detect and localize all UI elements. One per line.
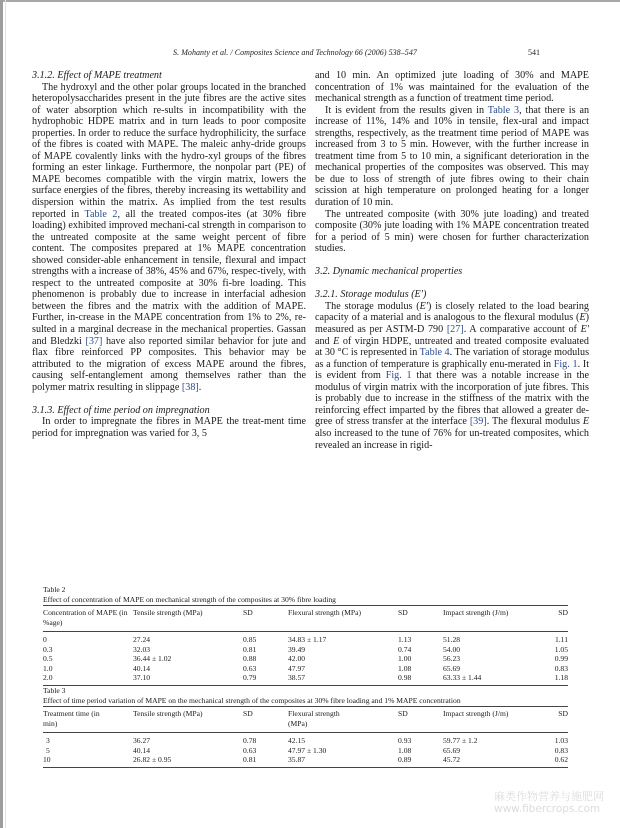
- table-row: [43, 673, 568, 685]
- cell: 0.99: [554, 654, 568, 664]
- column-header: Tensile strength (MPa): [133, 709, 203, 719]
- column-header: Flexural strength (MPa): [288, 709, 340, 728]
- page-border-inner: [5, 0, 6, 828]
- cell: 1.08: [398, 663, 412, 673]
- section-heading-3-1-2: 3.1.2. Effect of MAPE treatment: [32, 70, 162, 81]
- cell: 10: [43, 755, 51, 765]
- table-row: [43, 664, 568, 674]
- section-heading-3-1-3: 3.1.3. Effect of time period on impregnation: [32, 404, 210, 416]
- cell: 35.87: [288, 755, 306, 765]
- table-caption: Effect of time period variation of MAPE on the mechanical strength of the composites at 30% fibre loading and 1% MAPE concentration: [43, 695, 461, 705]
- symbol: E: [333, 335, 340, 347]
- cell: 26.82 ± 0.95: [133, 755, 172, 765]
- link-ref-38[interactable]: [38]: [181, 381, 199, 393]
- page-border-left: [0, 0, 3, 828]
- column-header: SD: [243, 709, 253, 719]
- cell: 59.77 ± 1.2: [443, 736, 478, 746]
- cell: 0.85: [243, 635, 257, 645]
- page-number: 541: [528, 48, 540, 57]
- cell: 2.0: [43, 673, 53, 683]
- cell: 0.62: [554, 755, 568, 765]
- cell: 0.5: [43, 654, 53, 664]
- cell: 65.69: [443, 663, 461, 673]
- column-header: SD: [398, 608, 408, 618]
- cell: 0.88: [243, 654, 257, 664]
- column-header: SD: [398, 709, 408, 719]
- column-header: Flexural strength (MPa): [288, 608, 361, 618]
- text: It is evident from the results given in: [325, 104, 488, 116]
- column-header: SD: [558, 608, 568, 618]
- text: . A comparative account of: [463, 324, 581, 336]
- link-ref-27[interactable]: [27]: [446, 324, 464, 336]
- column-header: SD: [243, 608, 253, 618]
- cell: 3: [46, 736, 50, 746]
- link-fig-1[interactable]: Fig. 1: [385, 370, 412, 382]
- cell: 32.03: [133, 644, 151, 654]
- text: also increased to the tune of 76% for un-treated composites, which revealed an increase in rigid-: [315, 427, 589, 451]
- watermark: [494, 790, 604, 816]
- column-header: SD: [558, 709, 568, 719]
- cell: 0.81: [243, 755, 257, 765]
- spacer: [315, 278, 589, 290]
- cell: 0: [43, 635, 47, 645]
- cell: 40.14: [133, 745, 151, 755]
- cell: 1.00: [398, 654, 412, 664]
- cell: 1.18: [554, 673, 568, 683]
- table-header-row: [43, 606, 568, 632]
- text: , that there is an increase of 11%, 14% and 10% in tensile, flex-ural and impact strengths, respectively, as the treatment time period of MAPE was increased from 3 to 5 min. However, with the further increase in treatment time from 5 to 10 min, a significant deterioration in the mechanical properties of the composites was observed. This may be due to loss of strength of jute fibres owing to their chain scission at high temperature on prolonged heating for a longer duration of 10 min.: [315, 104, 590, 209]
- cell: 37.10: [133, 673, 151, 683]
- text: have also reported similar behavior for jute and flax fibre reinforced PP composites. This behavior may be attributed to the migration of excess MAPE around the fibres, causing self-entanglement among themselves rather than the polymer matrix resulting in slippage: [32, 335, 306, 393]
- text: . It is evident from: [315, 358, 590, 382]
- data-table: [43, 605, 568, 686]
- link-ref-39[interactable]: [39]: [469, 416, 487, 428]
- text: of virgin HDPE, untreated and treated composite evaluated at 30 °C is represented in: [315, 335, 589, 359]
- link-table-4[interactable]: Table 4: [419, 347, 450, 359]
- paragraph-time-period: In order to impregnate the fibres in MAPE the treat-ment time period for impregnation was varied for 3, 5: [32, 416, 306, 439]
- section-heading-3-2: 3.2. Dynamic mechanical properties: [315, 266, 463, 278]
- table-header-row: [43, 707, 568, 733]
- paragraph-continued: and 10 min. An optimized jute loading of 30% and MAPE concentration of 1% was maintained for the evaluation of the mechanical strength as a function of treatment time period.: [315, 70, 589, 105]
- data-table: [43, 706, 568, 768]
- paragraph-chosen-composites: The untreated composite (with 30% jute loading) and treated composite (30% jute loading with 1% MAPE concentration treated for a period of 5 min) were chosen for further characterization studies.: [315, 208, 589, 255]
- cell: 0.78: [243, 736, 257, 746]
- cell: 0.3: [43, 644, 53, 654]
- text: ) is closely related to the load bearing capacity of a material and is analogous to the flexural modulus (: [315, 300, 589, 324]
- right-column: [315, 70, 589, 451]
- text: . The variation of storage modulus as a function of temperature is graphically enu-merated in: [315, 347, 590, 370]
- table-3: [43, 686, 568, 768]
- cell: 0.98: [398, 673, 412, 683]
- table-row: [43, 654, 568, 664]
- paragraph-storage-modulus: [315, 301, 589, 451]
- text: The storage modulus (: [325, 300, 420, 312]
- watermark-title: 麻类作物营养与施肥网: [494, 790, 604, 803]
- cell: 39.49: [288, 644, 306, 654]
- cell: 56.23: [443, 654, 461, 664]
- table-row: [43, 645, 568, 655]
- spacer: [315, 255, 589, 267]
- symbol: E: [579, 312, 586, 324]
- cell: 1.08: [398, 745, 412, 755]
- cell: 0.81: [243, 644, 257, 654]
- cell: 5: [46, 745, 50, 755]
- cell: 40.14: [133, 663, 151, 673]
- table-label: Table 2: [43, 585, 66, 594]
- cell: 42.00: [288, 654, 306, 664]
- table-row: [43, 733, 568, 746]
- table-caption: Effect of concentration of MAPE on mechanical strength of the composites at 30% fibre loading: [43, 594, 336, 604]
- cell: 1.03: [554, 736, 568, 746]
- symbol: E′: [419, 300, 429, 312]
- cell: 27.24: [133, 635, 151, 645]
- link-table-3[interactable]: Table 3: [487, 104, 520, 116]
- cell: 0.74: [398, 644, 412, 654]
- table-label: Table 3: [43, 686, 66, 695]
- cell: 0.83: [554, 745, 568, 755]
- cell: 36.44 ± 1.02: [133, 654, 172, 664]
- text: and: [315, 335, 334, 347]
- text: ) measured as per ASTM-D 790: [315, 312, 589, 336]
- cell: 1.11: [554, 635, 568, 645]
- text: .: [198, 381, 202, 393]
- cell: 38.57: [288, 673, 306, 683]
- watermark-url: www.fibercrops.com: [494, 803, 601, 815]
- cell: 36.27: [133, 736, 151, 746]
- cell: 42.15: [288, 736, 306, 746]
- link-fig-1[interactable]: Fig. 1: [553, 358, 578, 370]
- page-border-top: [0, 0, 620, 2]
- column-header: Treatment time (in min): [43, 709, 100, 728]
- link-ref-37[interactable]: [37]: [85, 335, 103, 347]
- left-column: [32, 70, 306, 440]
- text: . The flexural modulus: [486, 416, 583, 428]
- table-row: [43, 632, 568, 645]
- column-header: Impact strength (J/m): [443, 608, 509, 618]
- column-header: Tensile strength (MPa): [133, 608, 203, 618]
- table-row: [43, 755, 568, 767]
- symbol: E′: [580, 324, 589, 336]
- cell: 0.83: [554, 663, 568, 673]
- cell: 0.93: [398, 736, 412, 746]
- paragraph-mape-treatment: [32, 82, 306, 394]
- table-2: [43, 585, 568, 686]
- cell: 0.63: [243, 663, 257, 673]
- cell: 1.13: [398, 635, 412, 645]
- spacer: [32, 393, 306, 405]
- symbol: E: [582, 416, 590, 428]
- cell: 45.72: [443, 755, 461, 765]
- link-table-2[interactable]: Table 2: [84, 208, 118, 220]
- cell: 34.83 ± 1.17: [288, 635, 327, 645]
- cell: 47.97 ± 1.30: [288, 745, 327, 755]
- running-head: S. Mohanty et al. / Composites Science and Technology 66 (2006) 538–547: [173, 48, 417, 57]
- text: The hydroxyl and the other polar groups located in the branched heteropolysaccharides present in the jute fibres are the active sites of water absorption which re-sults in incompatibility with the hydrophobic HDPE matrix and in turn leads to poor composite properties. In order to reduce the surface hydrophilicity, the surface of the fibres is coated with MAPE. The maleic anhy-dride groups of MAPE covalently links with the hydro-xyl groups of the fibres forming an ester linkage. Furthermore, the nonpolar part (PE) of MAPE becomes compatible with the virgin matrix, lowers the surface energies of the fibres, thereby increasing its wettability and dispersion within the matrix. As implied from the test results reported in: [32, 81, 306, 220]
- cell: 51.28: [443, 635, 461, 645]
- section-heading-3-2-1: 3.2.1. Storage modulus (E′): [315, 289, 427, 301]
- column-header: Concentration of MAPE (in %age): [43, 608, 128, 627]
- text: , all the treated compos-ites (at 30% fibre loading) exhibited improved mechani-cal strength in comparison to the untreated composite at the same weight percent of fibre content. The composites prepared at 1% MAPE concentration showed consider-able enhancement in tensile, flexural and impact strengths with a increase of 38%, 45% and 67%, respec-tively, with respect to the untreated composite at 30% fi-bre loading. This phenomenon is probably due to increase in interfacial adhesion between the fibres and the matrix with the addition of MAPE. Further, in-crease in the MAPE concentration from 1% to 2%, re-sulted in a marginal decrease in the mechanical properties. Gassan and Bledzki: [32, 208, 306, 347]
- cell: 1.05: [554, 644, 568, 654]
- column-header: Impact strength (J/m): [443, 709, 509, 719]
- paragraph-table3-results: [315, 105, 589, 209]
- cell: 54.00: [443, 644, 461, 654]
- cell: 0.89: [398, 755, 412, 765]
- cell: 0.79: [243, 673, 257, 683]
- cell: 1.0: [43, 663, 53, 673]
- text: that there was a notable increase in the modulus of virgin matrix with the incorporation of jute fibres. This is probably due to increase in the stiffness of the matrix with the reinforcing effect imparted by the fibres that allowed a greater de-gree of stress transfer at the interface: [315, 370, 589, 428]
- cell: 0.63: [243, 745, 257, 755]
- cell: 47.97: [288, 663, 306, 673]
- cell: 63.33 ± 1.44: [443, 673, 482, 683]
- cell: 65.69: [443, 745, 461, 755]
- table-row: [43, 746, 568, 756]
